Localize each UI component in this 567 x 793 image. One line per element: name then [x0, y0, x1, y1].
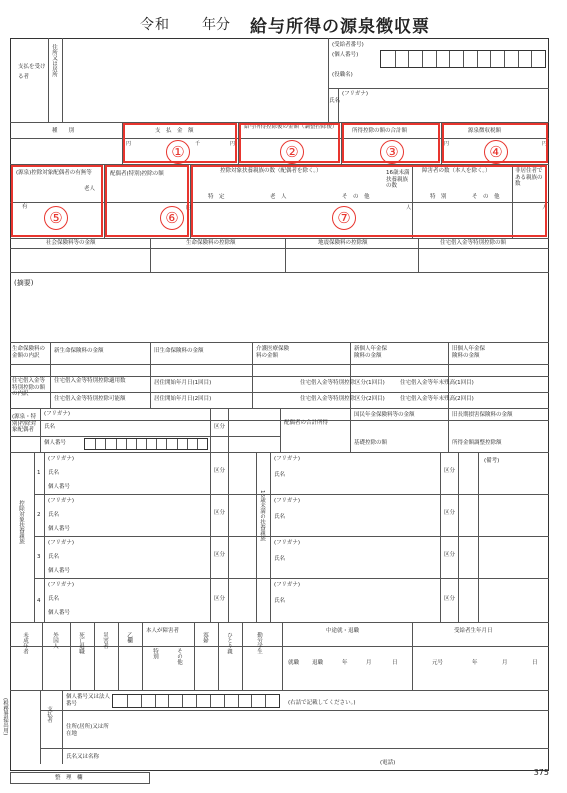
dep16-name: 氏名 [274, 598, 286, 604]
dep16-furigana: (フリガナ) [274, 456, 301, 462]
dep16-furigana: (フリガナ) [274, 540, 301, 546]
old-life-label: 旧生命保険料の金額 [154, 348, 204, 354]
grid-divider [141, 695, 142, 707]
grid-divider [105, 439, 106, 449]
birth-day: 日 [532, 660, 538, 666]
dep-kubun: 区分 [214, 510, 226, 516]
old-longterm-label: 旧長期損害保険料の金額 [452, 412, 513, 418]
address-label: 住所又は居所 [51, 44, 57, 77]
grid-divider [146, 439, 147, 449]
furigana-label: (フリガナ) [342, 91, 369, 97]
dependent-num-2: 2 [37, 512, 41, 518]
dependents-count-label: 控除対象扶養親族の数（配偶者を除く。） [220, 168, 322, 174]
spouse-number-grid[interactable] [84, 438, 208, 450]
page-title: 給与所得の源泉徴収票 [250, 17, 430, 37]
deduction-total-label: 所得控除の額の合計額 [352, 128, 408, 134]
dep-name: 氏名 [48, 554, 60, 560]
housing-possible-label: 住宅借入金等特別控除可能額 [54, 396, 126, 402]
earthquake-insurance-label: 地震保険料の控除額 [318, 240, 368, 246]
birth-month: 月 [502, 660, 508, 666]
housing-loan-label: 住宅借入金等特別控除の額 [440, 240, 507, 246]
spouse-exists-label: (源泉)控除対象配偶者の有無等 [16, 170, 92, 176]
life-insurance-label: 生命保険料の控除額 [186, 240, 236, 246]
grid-divider [449, 51, 450, 67]
unit-sen: 千 [195, 141, 201, 147]
shu-label: 就職 [288, 660, 300, 666]
pay-amount-label: 支 払 金 額 [155, 128, 194, 134]
marker-6: ⑥ [160, 206, 184, 230]
year-end-balance2-label: 住宅借入金等年末残高(2回目) [400, 396, 474, 402]
dep16-furigana: (フリガナ) [274, 498, 301, 504]
dep16-furigana: (フリガナ) [274, 582, 301, 588]
other-label: そ の 他 [342, 194, 370, 200]
residence-date-label: 居住開始年月日(1回目) [154, 380, 212, 386]
title-area [0, 6, 567, 40]
grid-divider [224, 695, 225, 707]
grid-divider [265, 695, 266, 707]
marker-2: ② [280, 140, 304, 164]
grid-divider [395, 51, 396, 67]
nonresident-label: 非居住者である親族の数 [515, 168, 543, 187]
self-disabled-flag: 本人が障害者 [146, 628, 180, 634]
social-insurance-label: 社会保険料等の金額 [46, 240, 96, 246]
dep-kubun: 区分 [214, 596, 226, 602]
grid-divider [166, 439, 167, 449]
grid-divider [196, 695, 197, 707]
grid-divider [136, 439, 137, 449]
marker-1: ① [166, 140, 190, 164]
dep-name: 氏名 [48, 512, 60, 518]
dep16-name: 氏名 [274, 472, 286, 478]
unit-yen: 円 [186, 205, 192, 211]
dep16-kubun: 区分 [444, 468, 456, 474]
year-end-balance-label: 住宅借入金等年末残高(1回目) [400, 380, 474, 386]
spouse-block-label: (源泉・特別)控除対象配偶者 [12, 414, 37, 433]
dep-personal-no: 個人番号 [48, 610, 71, 616]
unit-yen: 円 [444, 141, 450, 147]
under16-label: 16歳未満扶養親族の数 [386, 170, 410, 189]
mid-job-label: 中途就・退職 [326, 628, 360, 634]
marker-4: ④ [484, 140, 508, 164]
dep16-kubun: 区分 [444, 552, 456, 558]
dependent-num-1: 1 [37, 470, 41, 476]
dep-furigana: (フリガナ) [48, 582, 75, 588]
housing-kind-label: 住宅借入金等特別控除区分(1回目) [300, 380, 385, 386]
payer-name-label: 氏名又は名称 [66, 754, 100, 760]
unit-nin: 人 [406, 205, 412, 211]
mid-year: 年 [342, 660, 348, 666]
pension-label: 国民年金保険料等の金額 [354, 412, 415, 418]
arrange-label: 整 理 欄 [55, 775, 83, 781]
highlight-box-7 [191, 165, 547, 237]
right-note: (右詰で記載してください。) [288, 700, 356, 706]
tai-label: 退職 [312, 660, 324, 666]
remarks-label: (摘要) [14, 279, 34, 287]
payer-number-grid[interactable] [112, 694, 280, 708]
spouse-income-label: 配偶者の合計所得 [284, 420, 329, 426]
dep16-name: 氏名 [274, 514, 286, 520]
mid-month: 月 [366, 660, 372, 666]
dep-furigana: (フリガナ) [48, 540, 75, 546]
grid-divider [531, 51, 532, 67]
grid-divider [490, 51, 491, 67]
unit-yen: 円 [542, 141, 548, 147]
tax-office-label: (税務署提出用) [2, 698, 8, 736]
tel-label: (電話) [380, 760, 396, 766]
grid-divider [127, 695, 128, 707]
dep-name: 氏名 [48, 470, 60, 476]
under16-block-label: 16歳未満の扶養親族 [259, 490, 265, 541]
birth-label: 受給者生年月日 [454, 628, 493, 634]
other2-label: そ の 他 [472, 194, 500, 200]
single-parent-flag: ひとり親 [226, 632, 232, 654]
recipient-label: 支払を受ける者 [18, 64, 46, 80]
grid-divider [408, 51, 409, 67]
foreign-flag: 外国人 [52, 632, 58, 649]
residence-date2-label: 居住開始年月日(2回目) [154, 396, 212, 402]
grid-divider [238, 695, 239, 707]
grid-divider [156, 439, 157, 449]
otsu-flag: 乙欄 [126, 632, 132, 643]
kind-label: 種 別 [52, 128, 75, 134]
marker-3: ③ [380, 140, 404, 164]
dep-furigana: (フリガナ) [48, 498, 75, 504]
grid-divider [187, 439, 188, 449]
housing-count-label: 住宅借入金等特別控除適用数 [54, 378, 126, 384]
marker-7: ⑦ [332, 206, 356, 230]
care-label: 介護医療保険料の金額 [256, 346, 290, 359]
arrange-box [10, 772, 150, 784]
grid-divider [210, 695, 211, 707]
dep16-kubun: 区分 [444, 510, 456, 516]
mid-day: 日 [392, 660, 398, 666]
housing-kind2-label: 住宅借入金等特別控除区分(2回目) [300, 396, 385, 402]
spouse-kubun: 区分 [214, 424, 226, 430]
grid-divider [155, 695, 156, 707]
title-era: 令和 [140, 17, 170, 33]
dep-personal-no: 個人番号 [48, 526, 71, 532]
grid-divider [168, 695, 169, 707]
receiver-number-label: (受給者番号) [332, 42, 364, 48]
unit-yen: 円 [230, 141, 236, 147]
dep-personal-no: 個人番号 [48, 484, 71, 490]
dep-furigana: (フリガナ) [48, 456, 75, 462]
title-year-unit: 年分 [202, 17, 230, 33]
grid-divider [116, 439, 117, 449]
grid-divider [463, 51, 464, 67]
grid-divider [126, 439, 127, 449]
spouse-furigana: (フリガナ) [44, 411, 71, 417]
dep-name: 氏名 [48, 596, 60, 602]
dep16-name: 氏名 [274, 556, 286, 562]
grid-divider [95, 439, 96, 449]
grid-divider [518, 51, 519, 67]
working-student-flag: 勤労学生 [256, 632, 262, 654]
new-pension-label: 新個人年金保険料の金額 [354, 346, 388, 359]
dependent-num-4: 4 [37, 598, 41, 604]
personal-number-grid[interactable] [380, 50, 546, 68]
grid-divider [197, 439, 198, 449]
dependents-remarks: (備考) [484, 458, 500, 464]
yes-label: 有 [22, 204, 28, 210]
housing-breakdown-label: 住宅借入金等特別控除の額の内訳 [12, 378, 46, 397]
withholding-tax-label: 源泉徴収税額 [468, 128, 502, 134]
spouse-name-label: 氏名 [44, 424, 56, 430]
gengo-label: 元号 [432, 660, 444, 666]
payer-label: 支払者 [46, 706, 52, 723]
dep16-kubun: 区分 [444, 596, 456, 602]
elder-label: 老 人 [270, 194, 287, 200]
birth-year: 年 [472, 660, 478, 666]
dependent-num-3: 3 [37, 554, 41, 560]
grid-divider [477, 51, 478, 67]
grid-divider [504, 51, 505, 67]
widow-flag: 寡婦 [202, 632, 208, 643]
spouse-deduction-label: 配偶者(特別)控除の額 [110, 171, 164, 177]
name-label: 氏名 [329, 98, 341, 104]
unit-nin: 人 [542, 205, 548, 211]
basic-deduction-label: 基礎控除の額 [354, 440, 388, 446]
grid-divider [251, 695, 252, 707]
grid-divider [182, 695, 183, 707]
dependents-block-label: 控除対象扶養親族 [18, 500, 24, 544]
position-label: (役職名) [332, 72, 353, 78]
old-label: 老人 [84, 186, 96, 192]
grid-divider [177, 439, 178, 449]
minor-flag: 未成年者 [22, 632, 28, 654]
unit-yen: 円 [126, 141, 132, 147]
special-flag: 特別 [152, 648, 158, 659]
income-adjust-label: 所得金額調整控除額 [452, 440, 502, 446]
old-pension-label: 旧個人年金保険料の金額 [452, 346, 486, 359]
payer-number-label: 個人番号又は法人番号 [66, 694, 111, 707]
dep-personal-no: 個人番号 [48, 568, 71, 574]
marker-5: ⑤ [44, 206, 68, 230]
dep-kubun: 区分 [214, 552, 226, 558]
life-breakdown-label: 生命保険料の金額の内訳 [12, 346, 46, 359]
after-deduction-label: 給与所得控除後の金額（調整控除後） [244, 124, 338, 130]
special-label: 特 別 [430, 194, 447, 200]
specific-label: 特 定 [208, 194, 225, 200]
personal-number-label: (個人番号) [332, 52, 359, 58]
other-flag: その他 [176, 648, 182, 665]
disabled-count-label: 障害者の数（本人を除く。） [422, 168, 491, 174]
disaster-flag: 災害者 [102, 632, 108, 649]
death-flag: 死亡退職 [78, 632, 84, 654]
dep-kubun: 区分 [214, 468, 226, 474]
grid-divider [422, 51, 423, 67]
spouse-personal-no: 個人番号 [44, 440, 67, 446]
page-number: 375 [533, 768, 549, 777]
new-life-label: 新生命保険料の金額 [54, 348, 104, 354]
grid-divider [436, 51, 437, 67]
payer-address-label: 住所(居所)又は所在地 [66, 724, 109, 737]
